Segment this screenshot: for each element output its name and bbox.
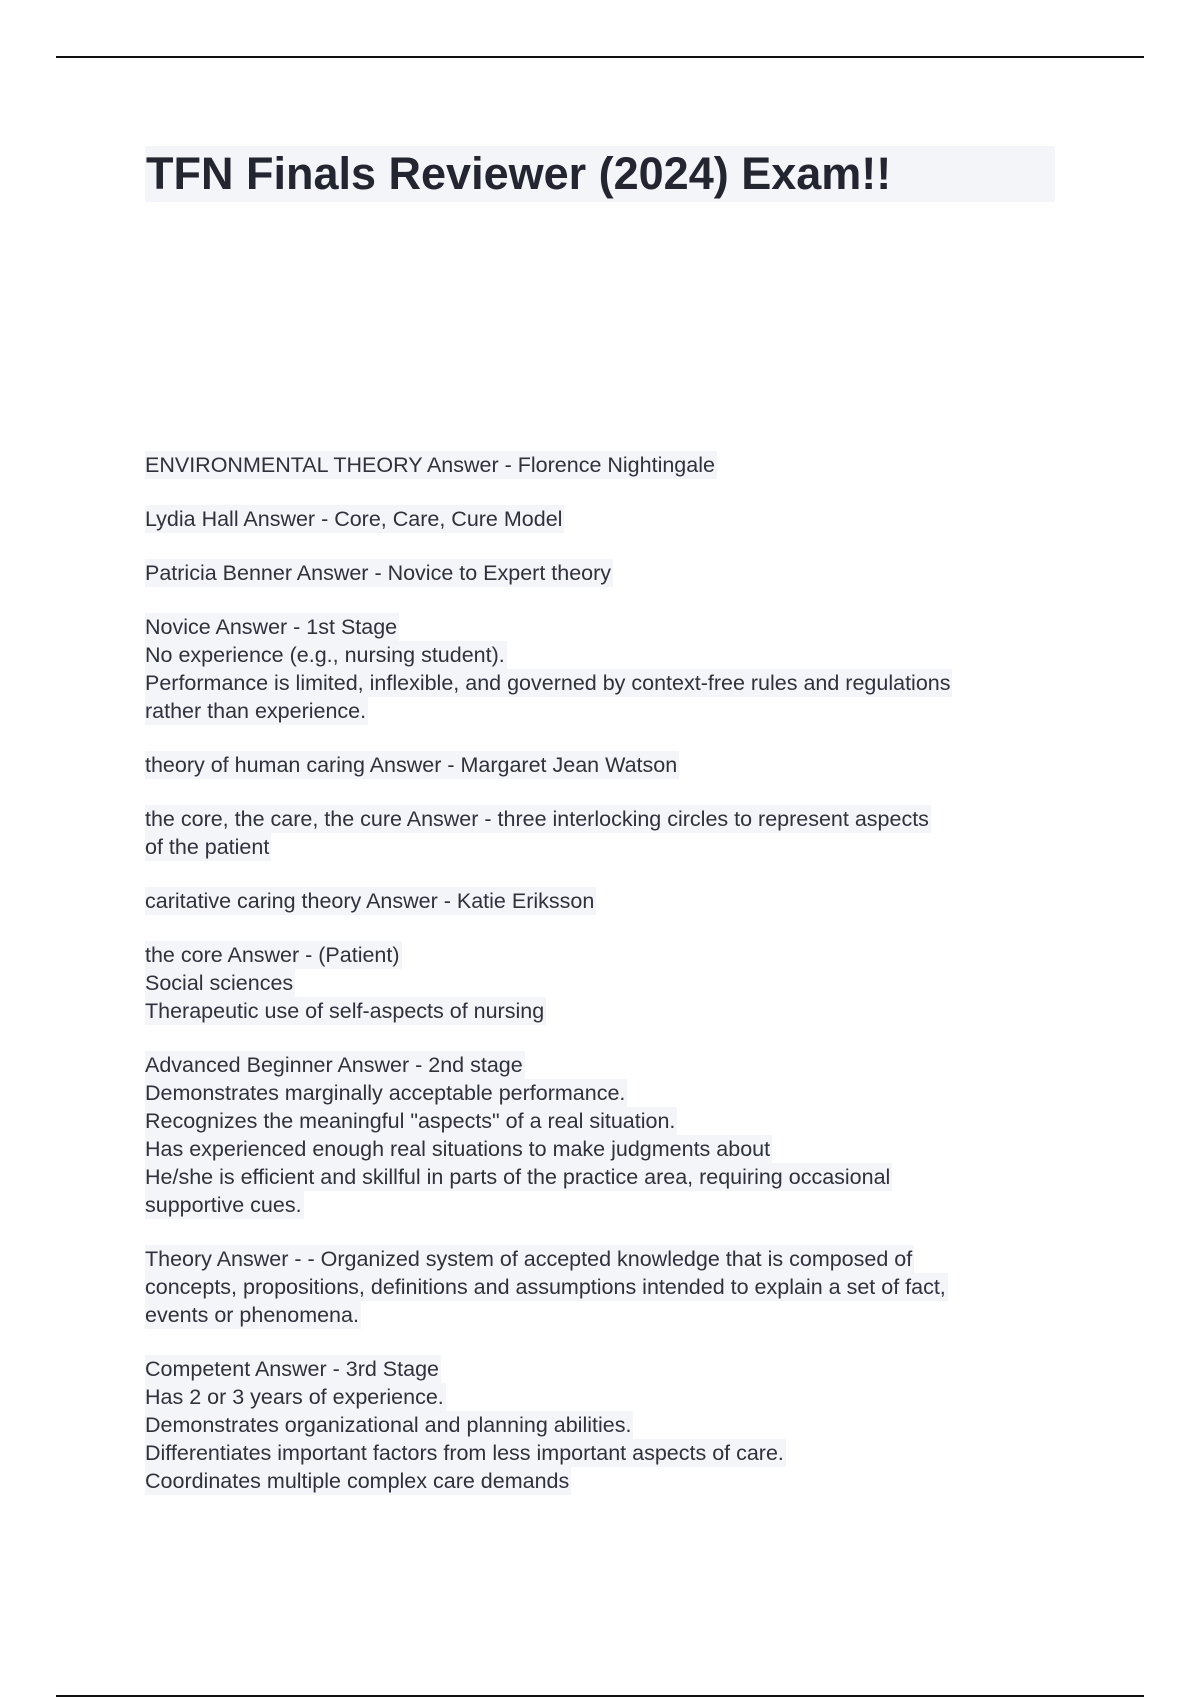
qa-entry <box>145 1245 1065 1329</box>
qa-entry-heading: Theory Answer - - Organized system of accepted knowledge that is composed of <box>145 1247 913 1271</box>
qa-entry-heading: Novice Answer - 1st Stage <box>145 615 398 639</box>
bottom-rule <box>56 1695 1144 1697</box>
top-rule <box>56 56 1144 58</box>
qa-entry-line: Coordinates multiple complex care demands <box>145 1469 570 1493</box>
qa-entry-line: Demonstrates organizational and planning abilities. <box>145 1413 632 1437</box>
qa-entry <box>145 505 1065 533</box>
qa-entry-line: of the patient <box>145 835 270 859</box>
qa-entry <box>145 941 1065 1025</box>
qa-entry-line: No experience (e.g., nursing student). <box>145 643 505 667</box>
qa-entry <box>145 559 1065 587</box>
qa-entry-line: Therapeutic use of self-aspects of nursing <box>145 999 545 1023</box>
qa-entry-line: rather than experience. <box>145 699 367 723</box>
qa-entry-line: supportive cues. <box>145 1193 302 1217</box>
qa-entry-line: Social sciences <box>145 971 294 995</box>
qa-entry-heading: caritative caring theory Answer - Katie Eriksson <box>145 889 595 913</box>
qa-entry <box>145 887 1065 915</box>
qa-entry-line: He/she is efficient and skillful in parts of the practice area, requiring occasional <box>145 1165 891 1189</box>
qa-entry <box>145 1355 1065 1495</box>
qa-entry-heading: Advanced Beginner Answer - 2nd stage <box>145 1053 523 1077</box>
qa-entry-heading: the core Answer - (Patient) <box>145 943 400 967</box>
qa-entry-line: Differentiates important factors from less important aspects of care. <box>145 1441 784 1465</box>
qa-entry <box>145 1051 1065 1219</box>
qa-entry <box>145 751 1065 779</box>
qa-entry-line: Has 2 or 3 years of experience. <box>145 1385 444 1409</box>
qa-entry-heading: Patricia Benner Answer - Novice to Expert theory <box>145 561 612 585</box>
qa-entry <box>145 451 1065 479</box>
qa-entry-heading: Lydia Hall Answer - Core, Care, Cure Model <box>145 507 563 531</box>
qa-entry-line: Has experienced enough real situations to make judgments about <box>145 1137 771 1161</box>
qa-entry <box>145 805 1065 861</box>
qa-list <box>145 451 1065 1521</box>
qa-entry-line: concepts, propositions, definitions and assumptions intended to explain a set of fact, <box>145 1275 946 1299</box>
page-title: TFN Finals Reviewer (2024) Exam!! <box>146 148 892 199</box>
qa-entry-heading: ENVIRONMENTAL THEORY Answer - Florence Nightingale <box>145 453 715 477</box>
qa-entry-heading: theory of human caring Answer - Margaret Jean Watson <box>145 753 678 777</box>
qa-entry-line: Demonstrates marginally acceptable performance. <box>145 1081 626 1105</box>
qa-entry <box>145 613 1065 725</box>
qa-entry-line: events or phenomena. <box>145 1303 359 1327</box>
qa-entry-heading: Competent Answer - 3rd Stage <box>145 1357 439 1381</box>
qa-entry-line: Performance is limited, inflexible, and governed by context-free rules and regulations <box>145 671 951 695</box>
qa-entry-line: Recognizes the meaningful "aspects" of a real situation. <box>145 1109 676 1133</box>
qa-entry-heading: the core, the care, the cure Answer - three interlocking circles to represent aspects <box>145 807 929 831</box>
